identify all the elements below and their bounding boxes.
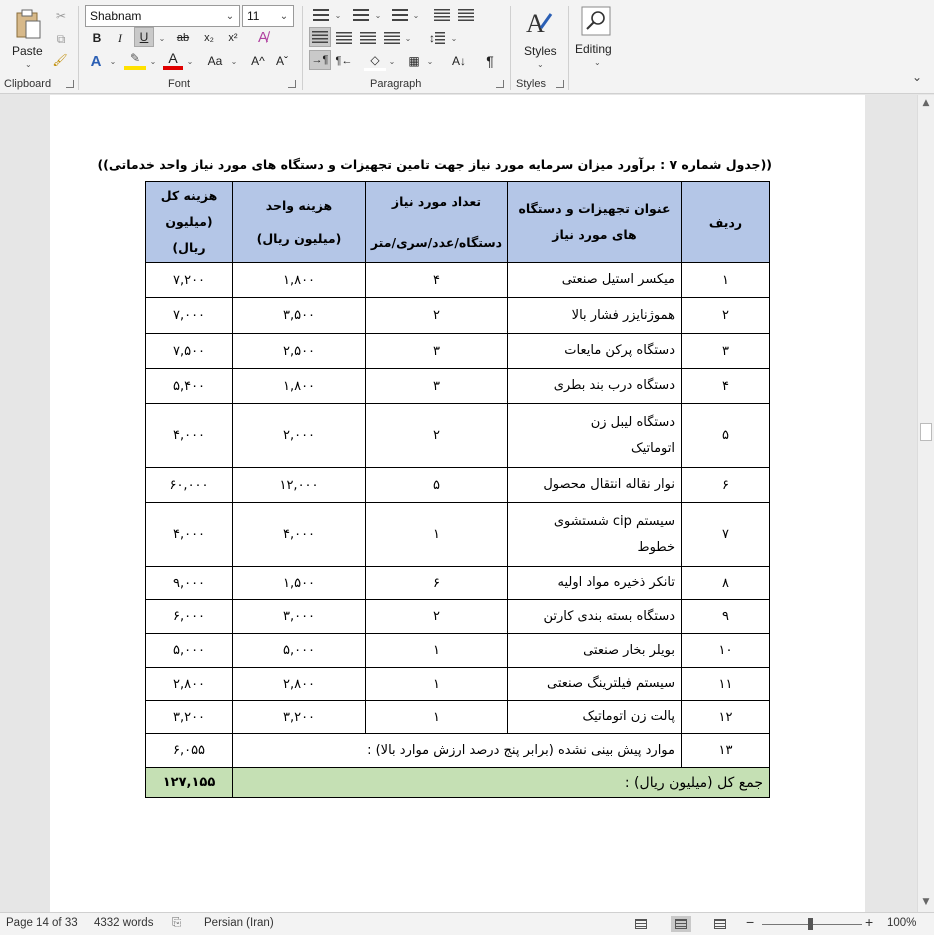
page-count[interactable]: Page 14 of 33 [6,917,78,929]
cell-item-name: دستگاه درب بند بطری [508,369,682,404]
font-size-combo[interactable] [242,5,294,27]
cell-unit-cost: ۱۲,۰۰۰ [233,468,366,503]
cell-unit-cost: ۱,۸۰۰ [233,369,366,404]
cell-item-name: دستگاه لیبل زن اتوماتیک [508,404,682,468]
cell-item-name: نوار نقاله انتقال محصول [508,468,682,503]
separator [78,6,79,90]
cell-unit-cost: ۴,۰۰۰ [233,503,366,567]
cell-row-no: ۸ [682,567,770,600]
cell-total-cost: ۳,۲۰۰ [146,701,233,734]
cell-item-name: سیستم فیلترینگ صنعتی [508,668,682,701]
language-indicator[interactable]: Persian (Iran) [204,917,274,929]
grand-total-label: جمع کل (میلیون ریال) : [233,768,770,798]
styles-icon [523,6,555,38]
cell-row-no: ۶ [682,468,770,503]
cell-row-no: ۱۳ [682,734,770,768]
table-row [146,263,770,298]
cell-total-cost: ۶۰,۰۰۰ [146,468,233,503]
document-area[interactable] [0,95,917,912]
clear-formatting-icon[interactable]: A̸ [257,28,268,46]
header-qty-title: تعداد مورد نیاز [391,194,482,209]
zoom-slider-thumb[interactable] [808,918,813,930]
cell-item-name: بویلر بخار صنعتی [508,634,682,668]
chevron-down-icon[interactable]: ⌄ [279,10,289,22]
shrink-font-button[interactable]: Aˇ [276,54,288,68]
contingency-total: ۶,۰۵۵ [146,734,233,768]
line-spacing-icon[interactable]: ↕ [426,28,448,48]
format-painter-icon[interactable]: 🖌 [52,53,68,67]
cell-item-name: تانکر ذخیره مواد اولیه [508,567,682,600]
proofing-icon[interactable]: ⎘ [172,917,182,929]
header-total-cost-title: هزینه کل [160,188,218,203]
cell-row-no: ۷ [682,503,770,567]
font-group-label: Font [168,78,191,90]
highlight-icon[interactable]: ✎ [124,50,146,70]
cell-row-no: ۱۲ [682,701,770,734]
table-row [146,503,770,567]
table-row [146,600,770,634]
page[interactable] [50,95,865,912]
web-layout-icon[interactable] [710,916,730,932]
cell-unit-cost: ۳,۲۰۰ [233,701,366,734]
paragraph-launcher-icon[interactable] [496,80,504,88]
table-caption: ((جدول شماره ۷ : برآورد میزان سرمایه مورد نیاز جهت تامین تجهیزات و دستگاه های مورد نیاز واحد خدماتی)) [97,157,772,172]
chevron-down-icon[interactable]: ⌄ [225,10,235,22]
word-count[interactable]: 4332 words [94,917,154,929]
underline-button[interactable]: U [134,27,154,47]
cell-total-cost: ۵,۰۰۰ [146,634,233,668]
chevron-down-icon[interactable]: ⌄ [230,56,238,66]
zoom-level[interactable]: 100% [887,917,917,929]
table-row [146,634,770,668]
paste-icon [12,8,46,42]
cell-unit-cost: ۵,۰۰۰ [233,634,366,668]
rtl-direction-icon[interactable]: ¶← [335,55,353,67]
cell-total-cost: ۴,۰۰۰ [146,503,233,567]
align-center-icon[interactable] [334,28,354,48]
table-row [146,334,770,369]
svg-text:A: A [526,9,545,38]
table-row [146,567,770,600]
table-row [146,701,770,734]
font-size-value: 11 [247,9,260,23]
cell-unit-cost: ۳,۰۰۰ [233,600,366,634]
clipboard-group-label: Clipboard [4,78,52,90]
cell-total-cost: ۷,۲۰۰ [146,263,233,298]
cell-row-no: ۱۱ [682,668,770,701]
cell-row-no: ۱۰ [682,634,770,668]
cell-qty: ۴ [366,263,508,298]
header-qty-unit: دستگاه/عدد/سری/متر [370,235,503,250]
cell-item-name: سیستم cip شستشوی خطوط [508,503,682,567]
multilevel-list-icon[interactable] [389,5,411,25]
ltr-direction-icon[interactable]: →¶ [309,50,331,70]
font-color-button[interactable]: A [163,50,183,70]
table-header-row [146,182,770,263]
editing-label: Editing [575,42,612,56]
cell-total-cost: ۲,۸۰۰ [146,668,233,701]
cell-qty: ۲ [366,404,508,468]
contingency-label: موارد پیش بینی نشده (برابر پنج درصد ارزش موارد بالا) : [233,734,682,768]
status-bar [0,912,934,935]
collapse-ribbon-icon[interactable]: ⌄ [912,70,923,84]
cell-qty: ۲ [366,600,508,634]
search-icon [581,6,611,36]
header-total-cost [146,182,233,263]
chevron-down-icon[interactable]: ⌄ [450,33,458,43]
chevron-down-icon[interactable]: ⌄ [594,58,601,67]
chevron-down-icon[interactable]: ⌄ [388,56,396,66]
vertical-scrollbar[interactable] [917,95,934,912]
chevron-down-icon[interactable]: ⌄ [109,56,117,66]
cell-item-name: دستگاه پرکن مایعات [508,334,682,369]
bullets-icon[interactable] [310,5,332,25]
table-row [146,298,770,334]
separator [302,6,303,90]
table-row [146,468,770,503]
grand-total-row [146,768,770,798]
cell-item-name: دستگاه بسته بندی کارتن [508,600,682,634]
cell-total-cost: ۷,۰۰۰ [146,298,233,334]
cell-total-cost: ۴,۰۰۰ [146,404,233,468]
scroll-down-icon[interactable]: ▼ [922,897,930,907]
decrease-indent-icon[interactable] [432,5,452,25]
increase-indent-icon[interactable] [456,5,476,25]
underline-dropdown-icon[interactable]: ⌄ [158,33,166,43]
scroll-up-icon[interactable]: ▲ [922,98,930,108]
header-item: عنوان تجهیزات و دستگاه های مورد نیاز [508,182,682,263]
show-marks-icon[interactable]: ¶ [486,53,494,69]
chevron-down-icon[interactable]: ⌄ [374,10,382,20]
align-right-icon[interactable] [358,28,378,48]
cell-total-cost: ۶,۰۰۰ [146,600,233,634]
cell-row-no: ۱ [682,263,770,298]
cell-qty: ۱ [366,634,508,668]
zoom-in-button[interactable]: + [865,914,874,930]
shading-icon[interactable]: ◇ [364,51,386,71]
table-row [146,369,770,404]
cell-unit-cost: ۲,۰۰۰ [233,404,366,468]
contingency-row [146,734,770,768]
font-name-value: Shabnam [90,9,142,23]
paste-label: Paste [12,44,43,58]
cell-qty: ۳ [366,334,508,369]
cell-total-cost: ۹,۰۰۰ [146,567,233,600]
cell-qty: ۱ [366,503,508,567]
grand-total-value: ۱۲۷,۱۵۵ [146,768,233,798]
data-table [145,181,770,798]
styles-button[interactable] [518,6,560,72]
paste-button[interactable] [8,6,48,72]
chevron-down-icon[interactable]: ⌄ [149,56,157,66]
bold-button[interactable]: B [92,31,102,45]
strikethrough-button[interactable]: ab [176,32,190,44]
cell-qty: ۱ [366,701,508,734]
cell-total-cost: ۷,۵۰۰ [146,334,233,369]
cell-unit-cost: ۱,۵۰۰ [233,567,366,600]
paragraph-group-label: Paragraph [370,78,422,90]
cut-icon[interactable]: ✂ [55,9,67,23]
cell-qty: ۲ [366,298,508,334]
cell-qty: ۳ [366,369,508,404]
align-left-icon[interactable] [309,27,331,47]
font-launcher-icon[interactable] [288,80,296,88]
styles-label: Styles [524,44,557,58]
cell-unit-cost: ۳,۵۰۰ [233,298,366,334]
header-unit-cost [233,182,366,263]
cell-qty: ۱ [366,668,508,701]
ribbon [0,0,934,94]
cell-total-cost: ۵,۴۰۰ [146,369,233,404]
header-row-no: ردیف [682,182,770,263]
text-effects-button[interactable]: A [90,52,102,70]
numbering-icon[interactable] [350,5,372,25]
cell-row-no: ۹ [682,600,770,634]
separator [510,6,511,90]
chevron-down-icon[interactable]: ⌄ [426,56,434,66]
read-mode-icon[interactable] [631,916,651,932]
justify-icon[interactable] [382,28,402,48]
cell-item-name: پالت زن اتوماتیک [508,701,682,734]
copy-icon[interactable]: ⧉ [56,31,66,46]
cell-unit-cost: ۲,۵۰۰ [233,334,366,369]
italic-button[interactable]: I [118,30,122,45]
chevron-down-icon[interactable]: ⌄ [412,10,420,20]
cell-row-no: ۲ [682,298,770,334]
cell-row-no: ۴ [682,369,770,404]
cell-row-no: ۳ [682,334,770,369]
subscript-button[interactable]: x₂ [204,32,214,44]
paste-dropdown-icon[interactable]: ⌄ [25,60,32,69]
zoom-out-button[interactable]: − [746,914,755,930]
chevron-down-icon[interactable]: ⌄ [404,33,412,43]
styles-group-label: Styles [516,78,546,90]
cell-item-name: میکسر استیل صنعتی [508,263,682,298]
header-qty [366,182,508,263]
scroll-thumb[interactable] [920,423,932,441]
cell-unit-cost: ۱,۸۰۰ [233,263,366,298]
cell-row-no: ۵ [682,404,770,468]
cell-item-name: هموژنایزر فشار بالا [508,298,682,334]
borders-icon[interactable]: ▦ [408,54,420,68]
chevron-down-icon[interactable]: ⌄ [334,10,342,20]
header-unit-cost-title: هزینه واحد [265,198,333,213]
superscript-button[interactable]: x² [228,32,238,44]
table-row [146,404,770,468]
editing-button[interactable] [574,6,618,72]
separator [568,6,569,90]
change-case-button[interactable]: Aa [207,54,223,68]
table-row [146,668,770,701]
sort-icon[interactable]: A↓ [451,54,466,68]
print-layout-icon[interactable] [671,916,691,932]
header-unit-cost-unit: (میلیون ریال) [256,231,342,246]
font-name-combo[interactable] [85,5,240,27]
chevron-down-icon[interactable]: ⌄ [186,56,194,66]
cell-unit-cost: ۲,۸۰۰ [233,668,366,701]
cell-qty: ۵ [366,468,508,503]
grow-font-button[interactable]: A^ [251,54,265,68]
header-total-cost-unit: (میلیون ریال) [165,214,213,255]
chevron-down-icon[interactable]: ⌄ [537,60,544,69]
cell-qty: ۶ [366,567,508,600]
clipboard-launcher-icon[interactable] [66,80,74,88]
styles-launcher-icon[interactable] [556,80,564,88]
